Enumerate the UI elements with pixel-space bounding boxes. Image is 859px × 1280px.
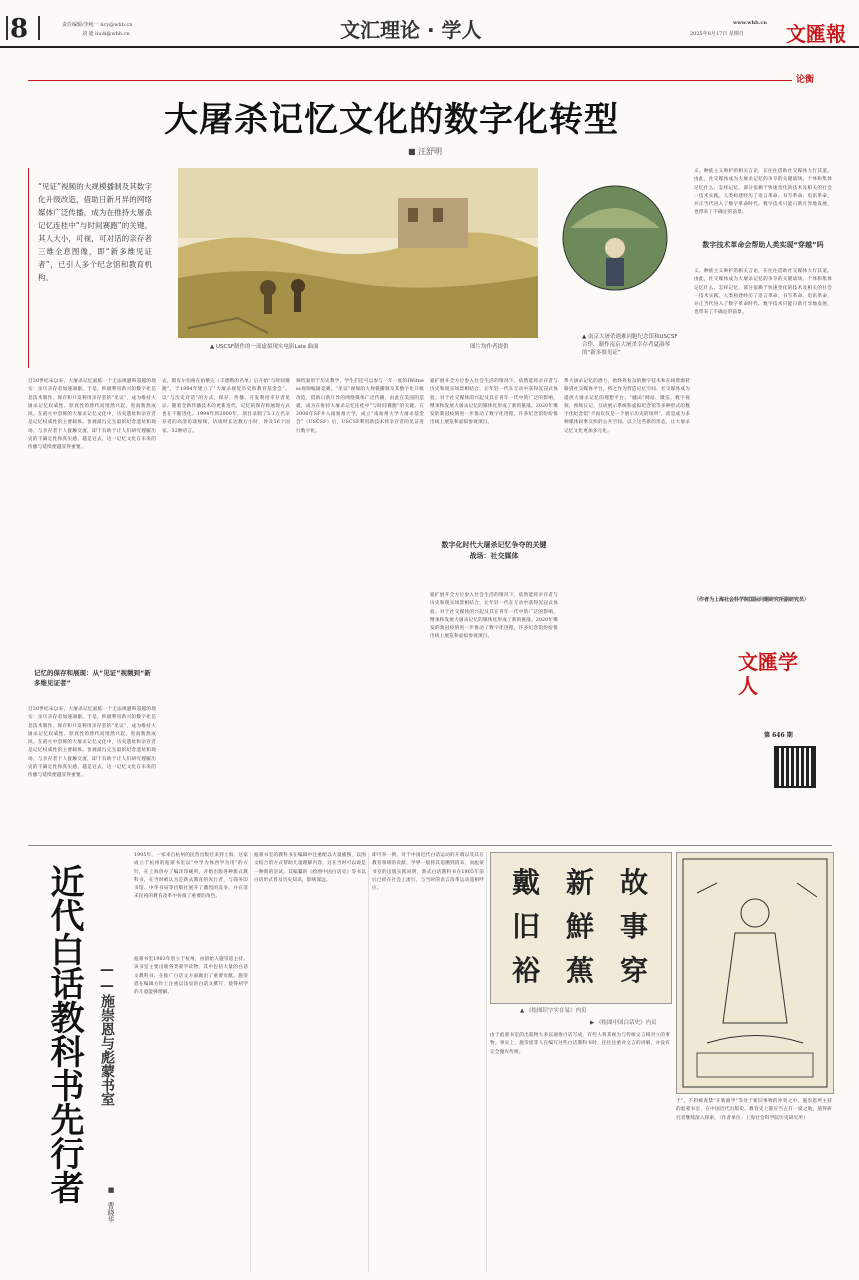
- subhead-1: 记忆的保存和展现：从“见证”视频到“新多维见证者”: [34, 669, 151, 687]
- hologram-illustration: [560, 168, 670, 328]
- author-note: （作者为上海社会科学院国际问题研究所副研究员）: [694, 597, 810, 603]
- bottom-col-2: 彪蒙书室1903年创立于杭州，由创始人施崇恩主持。该书室主要出版各类蒙学读物，其中包括大量的白话文教科书，在推广白话文方面做出了重要贡献。施崇恩在编辑方针上注重以浅显的白话文撰写，使得初学的儿童能够理解。: [134, 957, 248, 996]
- masthead: [0, 0, 859, 48]
- editor-line-1: 责任编辑/李纯一 licy@whb.cn: [62, 22, 133, 28]
- column-rule: [368, 852, 369, 1272]
- book-char-9: 穿: [619, 954, 648, 987]
- bottom-subtitle: ——施崇恩与彪蒙书室: [99, 962, 115, 1106]
- book-char-4: 旧: [511, 910, 540, 943]
- book-char-2: 新: [565, 866, 594, 899]
- bottom-col-1: 1905年，一家来自杭州的民营出版社来到上海，这家成立于杭州的彪蒙书室以“中学为体西学为用”的方针，在上海创办了编译印刷所，开始出版各种新式教科书，在当时被认为是新式教育的先行者，与商务印书馆、中华书局等出版社展开了激烈的竞争，并在清末民初的教育改革中扮演了重要的角色。: [134, 853, 248, 900]
- website: www.whb.cn: [733, 20, 768, 26]
- xuanren-logo: [738, 650, 818, 710]
- column-tag: 论衡: [796, 75, 815, 85]
- body-col-6-top: 义、种族主义辩护的相关言论，在往往借助社交媒体大行其道。由此，社交媒体成为大屠杀记忆的争夺的关键战场。个体和集体记忆什么、怎样记忆，部分依赖于快速变化的技术及相关的社会一技术实践。人类构建经历了语言革命、书写革命、电讯革命，并正当代进入了数字革命时代。数字技术只能日新月异地发展，也带来了不确定的前景。: [694, 169, 832, 216]
- subhead-3: 数字技术革命会帮助人类实现“穿越”吗: [702, 241, 824, 249]
- body-col-3: 频档案用于历史教学，学生们还可以参与一年一度的IWitness视频编辑竞赛。“见证”视频的大规模播制及其数字化升级改造，借助日新月异的网络媒体广泛传播，由此在美国的造就，成为在推持大屠杀记忆连桂中“与时间赛跑”的关键。在2006年SF并入南加州大学，成立“南加州大学大屠杀基金会”（USCSF）后，USCSF利用新技术将亲存者的见证进行数字化。: [296, 379, 424, 434]
- column-rule: [250, 852, 251, 1272]
- caption-photo-credit: 图片均作者提供: [470, 344, 509, 350]
- book-char-6: 事: [619, 910, 648, 943]
- page-number: 8: [10, 14, 29, 44]
- issue-date: 2025年8月17日 星期日: [690, 31, 744, 37]
- book-char-3: 故: [619, 866, 648, 899]
- body-col-1: 自20世纪末以来，大屠杀记忆面临一个无法规避和超越的现实：亲历亲存者加速凋谢。于是，积极利用新兴的数字化信息技术制作、保存和开发利用亲存者的“见证”，成为维持大屠杀记忆权威性、原真性的替代而悄然兴起，进而新然成风。在战火中恐怖的大屠杀记忆文化中，历史遗址和亲存者是记忆权威性的主要载体。参观最行完生最的纪念遗址和现场、与亲存者个人接触交流，即于有助于让人们研究理解历史的不确定性和真实感。越是过去，这一记忆文化在未来的传播与延续便越显得重要。: [28, 379, 156, 451]
- editor-line-2: 刘 迪 liudi@whb.cn: [82, 31, 130, 37]
- article-divider: [28, 845, 832, 846]
- body-col-1-bottom: 自20世纪末以来，大屠杀记忆面临一个无法规避和超越的现实：亲历亲存者加速凋谢。于是，积极利用新兴的数字化信息技术制作、保存和开发利用亲存者的“见证”，成为维持大屠杀记忆权威性、原真性的替代而悄然兴起，进而新然成风。在战火中恐怖的大屠杀记忆文化中，历史遗址和亲存者是记忆权威性的主要载体。参观最行完生最的纪念遗址和现场、与亲存者个人接触交流，即于有助于让人们研究理解历史的不确定性和真实感。越是过去，这一记忆文化在未来的传播与延续便越显得重要。: [28, 707, 156, 779]
- body-col-6: 义、种族主义辩护的相关言论，在往往借助社交媒体大行其道。由此，社交媒体成为大屠杀记忆的争夺的关键战场。个体和集体记忆什么、怎样记忆，部分依赖于快速变化的技术及相关的社会一技术实践。人类构建经历了语言革命、书写革命、电讯革命，并正当代进入了数字革命时代。数字技术只能日新月异地发展，也带来了不确定的前景。: [694, 269, 832, 316]
- pull-quote-border: [28, 168, 29, 368]
- bottom-headline: 近代白话教科书先行者: [44, 864, 84, 1204]
- section-title: 文汇理论 · 学人: [340, 18, 482, 42]
- xuanren-issue: 第 646 期: [764, 732, 793, 739]
- textbook-illustration: [676, 852, 834, 1094]
- bottom-col-6: 于”，不料被查禁“开新圆学”等处于新旧事物的冲突之中。施崇恩所主持的彪蒙书室，在中国近代出版史、教育史上都应当占有一席之地，值得研究者继续深入探索。（作者单位：上海社会科学院历史研究所）: [676, 1099, 832, 1121]
- qr-code: [774, 746, 816, 788]
- article-author: ■ 汪舒明: [408, 147, 443, 156]
- body-col-4: 迪扩展开全方位参入社会生活的情况下，依然能将亲存者与历史和现实场景相结合，让年轻一代在互动中获得沉浸式体验。对于社交媒体的兴起及其在青年一代中的广泛的影响，继承和发展大屠杀记忆的媒体化形成了新的挑战。2020年爆发的新冠疫情进一步推动了数字化进程，许多纪念馆纷纷推出线上展览和虚拟参观项目。: [430, 379, 558, 426]
- paper-name-logo: 文匯報: [786, 22, 846, 46]
- caption-textbook-top: ▲ 《绘图识字实在易》内页: [520, 1008, 587, 1014]
- column-tag-rule: [28, 80, 792, 81]
- caption-hologram: ▲ 南京大屠杀遇难同胞纪念馆和USCSF合作，制作南京大屠杀幸存者夏淑琴的“新多维见证”: [582, 334, 678, 356]
- bottom-headline-box: [28, 852, 128, 1272]
- body-col-4-bottom: 迪扩展开全方位参入社会生活的情况下，依然能将亲存者与历史和现实场景相结合，让年轻一代在互动中获得沉浸式体验。对于社交媒体的兴起及其在青年一代中的广泛的影响，继承和发展大屠杀记忆的媒体化形成了新的挑战。2020年爆发的新冠疫情进一步推动了数字化进程，许多纪念馆纷纷推出线上展览和虚拟参观项目。: [430, 593, 558, 640]
- bottom-col-4: 即可举一例，对于中国近代白话运动的开端以及其在教育领域的贡献，学界一般将其追溯到清末，而彪蒙书室的出版实践说明，新式白话教科书在1905年前后已经在社会上流行，与当时的语言改革运动遥相呼应。: [372, 853, 484, 892]
- body-col-2: 去，斯皮尔伯格在拍摄完《辛德勒的名单》后开始“与时间赛跑”，于1994年建立了“大屠杀视觉历史和教育基金会”，以“与历史对话”的方式，保存、传播、开发利用幸存者见证。随着全新传播技术的更新迭代，记忆的保存和展现方式也在不断进化。1994年到2000年，项目录制了5.1万名亲存者的高清访谈视频，访谈时长达数万小时，涉及56个国家、32种语言。: [162, 379, 290, 434]
- book-char-1: 戴: [511, 866, 540, 899]
- pull-quote-box: [28, 168, 156, 368]
- book-char-8: 蕉: [565, 954, 594, 987]
- caption-vr-film: ▲ USCSF制作的一部虚拟现实电影Lala 曲面: [210, 344, 319, 350]
- vr-film-illustration: [178, 168, 538, 338]
- headline: 大屠杀记忆文化的数字化转型: [164, 100, 619, 140]
- column-rule: [486, 852, 487, 1272]
- book-grid: [499, 861, 661, 993]
- book-char-7: 裕: [511, 954, 540, 987]
- body-col-5: 系大屠杀记忆的潜力，始终将复杂的数字技术和在线资源转移到社交媒体平台，将之作为营造记忆空间、社交媒体成为提供大屠杀记忆的理想平台。“疆田”网站、微信、数字视频、视频日记、互动展示系统和虚拟纪念馆等多种形式的数字化纪念馆“不再仅仅是一个展示历史的场所”，而是成为多种媒体叙事交织的公共空间。以上这些新的形态，让大屠杀记忆文化更加多元化。: [564, 379, 690, 434]
- book-char-5: 鮮: [565, 910, 594, 943]
- subhead-2: 数字化时代大屠杀记忆争夺的关键战场：社交媒体: [441, 541, 547, 560]
- caption-textbook-bottom: ▶ 《绘图中国白话史》内页: [590, 1020, 657, 1026]
- pull-quote: “见证”视频的大规模播制及其数字化升级改造，借助日新月异的网络媒体广泛传播，成为在推持大屠杀记忆连桂中“与时间赛跑”的关键。其人大小，可视，可对话的亲存者三维全息图像，即“新多维见证者”，已引人多个纪念馆和教育机构。: [38, 182, 152, 282]
- masthead-rule: [0, 46, 859, 48]
- textbook-page-image: [490, 852, 672, 1004]
- page-number-bracket: [6, 16, 40, 40]
- bottom-author: ■ 曹晓华: [107, 1186, 115, 1223]
- bottom-col-3: 彪蒙书室的教科书在编辑中注重配以大量插图，以图文结合的方式帮助儿童理解内容，这在当时可以说是一种新的尝试。其编纂的《绘图中国白话史》等书以白话形式普及历史知识，影响深远。: [254, 853, 366, 883]
- xuanren-logo-text: 文匯学人: [738, 650, 798, 698]
- bottom-col-5: 由于彪蒙书室的出版物大多以通俗白话写成，有些人将其视为与传统文言相对立的事物。事实上，施崇恩等人在编写这些白话教科书时，往往注重对文言的讲解，并没有完全抛弃传统。: [490, 1033, 670, 1055]
